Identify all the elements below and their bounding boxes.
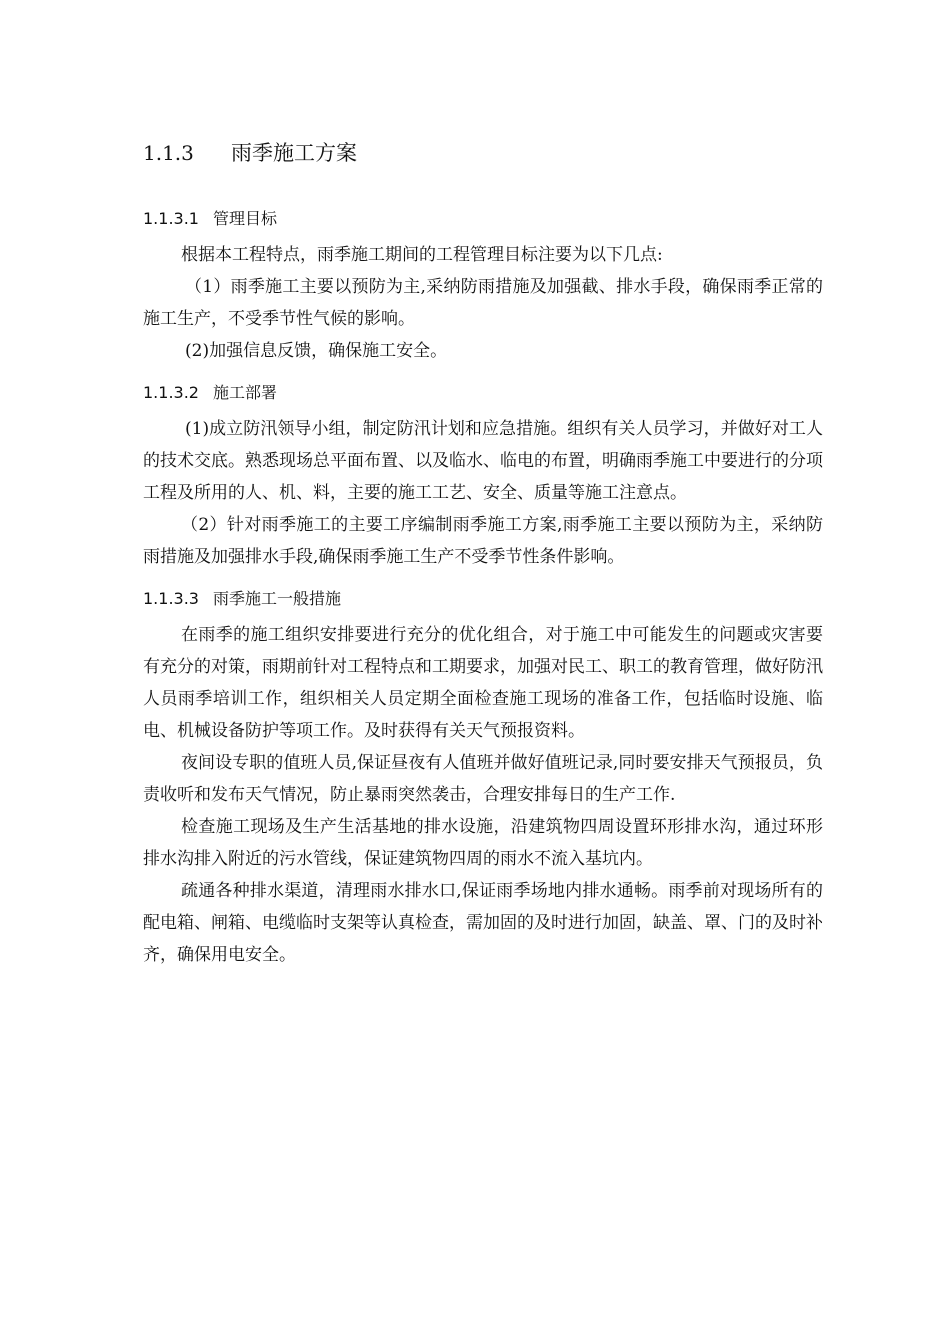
subsection-heading-management-goals: [143, 201, 823, 237]
paragraph: (2)加强信息反馈，确保施工安全。: [185, 341, 448, 361]
document-body: [143, 133, 823, 971]
paragraph: 疏通各种排水渠道，清理雨水排水口,保证雨季场地内排水通畅。雨季前对现场所有的配电箱、闸箱、电缆临时支架等认真检查，需加固的及时进行加固，缺盖、罩、门的及时补齐，确保用电安全。: [143, 881, 823, 965]
paragraph: 夜间设专职的值班人员,保证昼夜有人值班并做好值班记录,同时要安排天气预报员，负责收听和发布天气情况，防止暴雨突然袭击，合理安排每日的生产工作.: [143, 753, 823, 805]
section-number: 1.1.3: [143, 141, 194, 165]
paragraph: （2）针对雨季施工的主要工序编制雨季施工方案,雨季施工主要以预防为主，采纳防雨措施及加强排水手段,确保雨季施工生产不受季节性条件影响。: [143, 515, 823, 567]
subsection-number: 1.1.3.1: [143, 209, 199, 228]
paragraph: （1）雨季施工主要以预防为主,采纳防雨措施及加强截、排水手段，确保雨季正常的施工生产，不受季节性气候的影响。: [143, 277, 823, 329]
subsection-heading-general-measures: [143, 581, 823, 617]
subsection-title: 施工部署: [213, 383, 278, 402]
paragraph: 根据本工程特点，雨季施工期间的工程管理目标注要为以下几点:: [181, 245, 663, 265]
paragraph: 在雨季的施工组织安排要进行充分的优化组合，对于施工中可能发生的问题或灾害要有充分的对策，雨期前针对工程特点和工期要求，加强对民工、职工的教育管理，做好防汛人员雨季培训工作，组织相关人员定期全面检查施工现场的准备工作，包括临时设施、临电、机械设备防护等项工作。及时获得有关天气预报资料。: [143, 625, 823, 741]
paragraph: 检查施工现场及生产生活基地的排水设施，沿建筑物四周设置环形排水沟，通过环形排水沟排入附近的污水管线，保证建筑物四周的雨水不流入基坑内。: [143, 817, 823, 869]
subsection-title: 管理目标: [213, 209, 278, 228]
subsection-title: 雨季施工一般措施: [213, 589, 342, 608]
section-title: 雨季施工方案: [231, 141, 357, 165]
section-heading: [143, 133, 823, 173]
subsection-number: 1.1.3.3: [143, 589, 199, 608]
paragraph: (1)成立防汛领导小组，制定防汛计划和应急措施。组织有关人员学习，并做好对工人的技术交底。熟悉现场总平面布置、以及临水、临电的布置，明确雨季施工中要进行的分项工程及所用的人、机、料，主要的施工工艺、安全、质量等施工注意点。: [143, 419, 823, 503]
subsection-heading-construction-deployment: [143, 375, 823, 411]
subsection-number: 1.1.3.2: [143, 383, 199, 402]
